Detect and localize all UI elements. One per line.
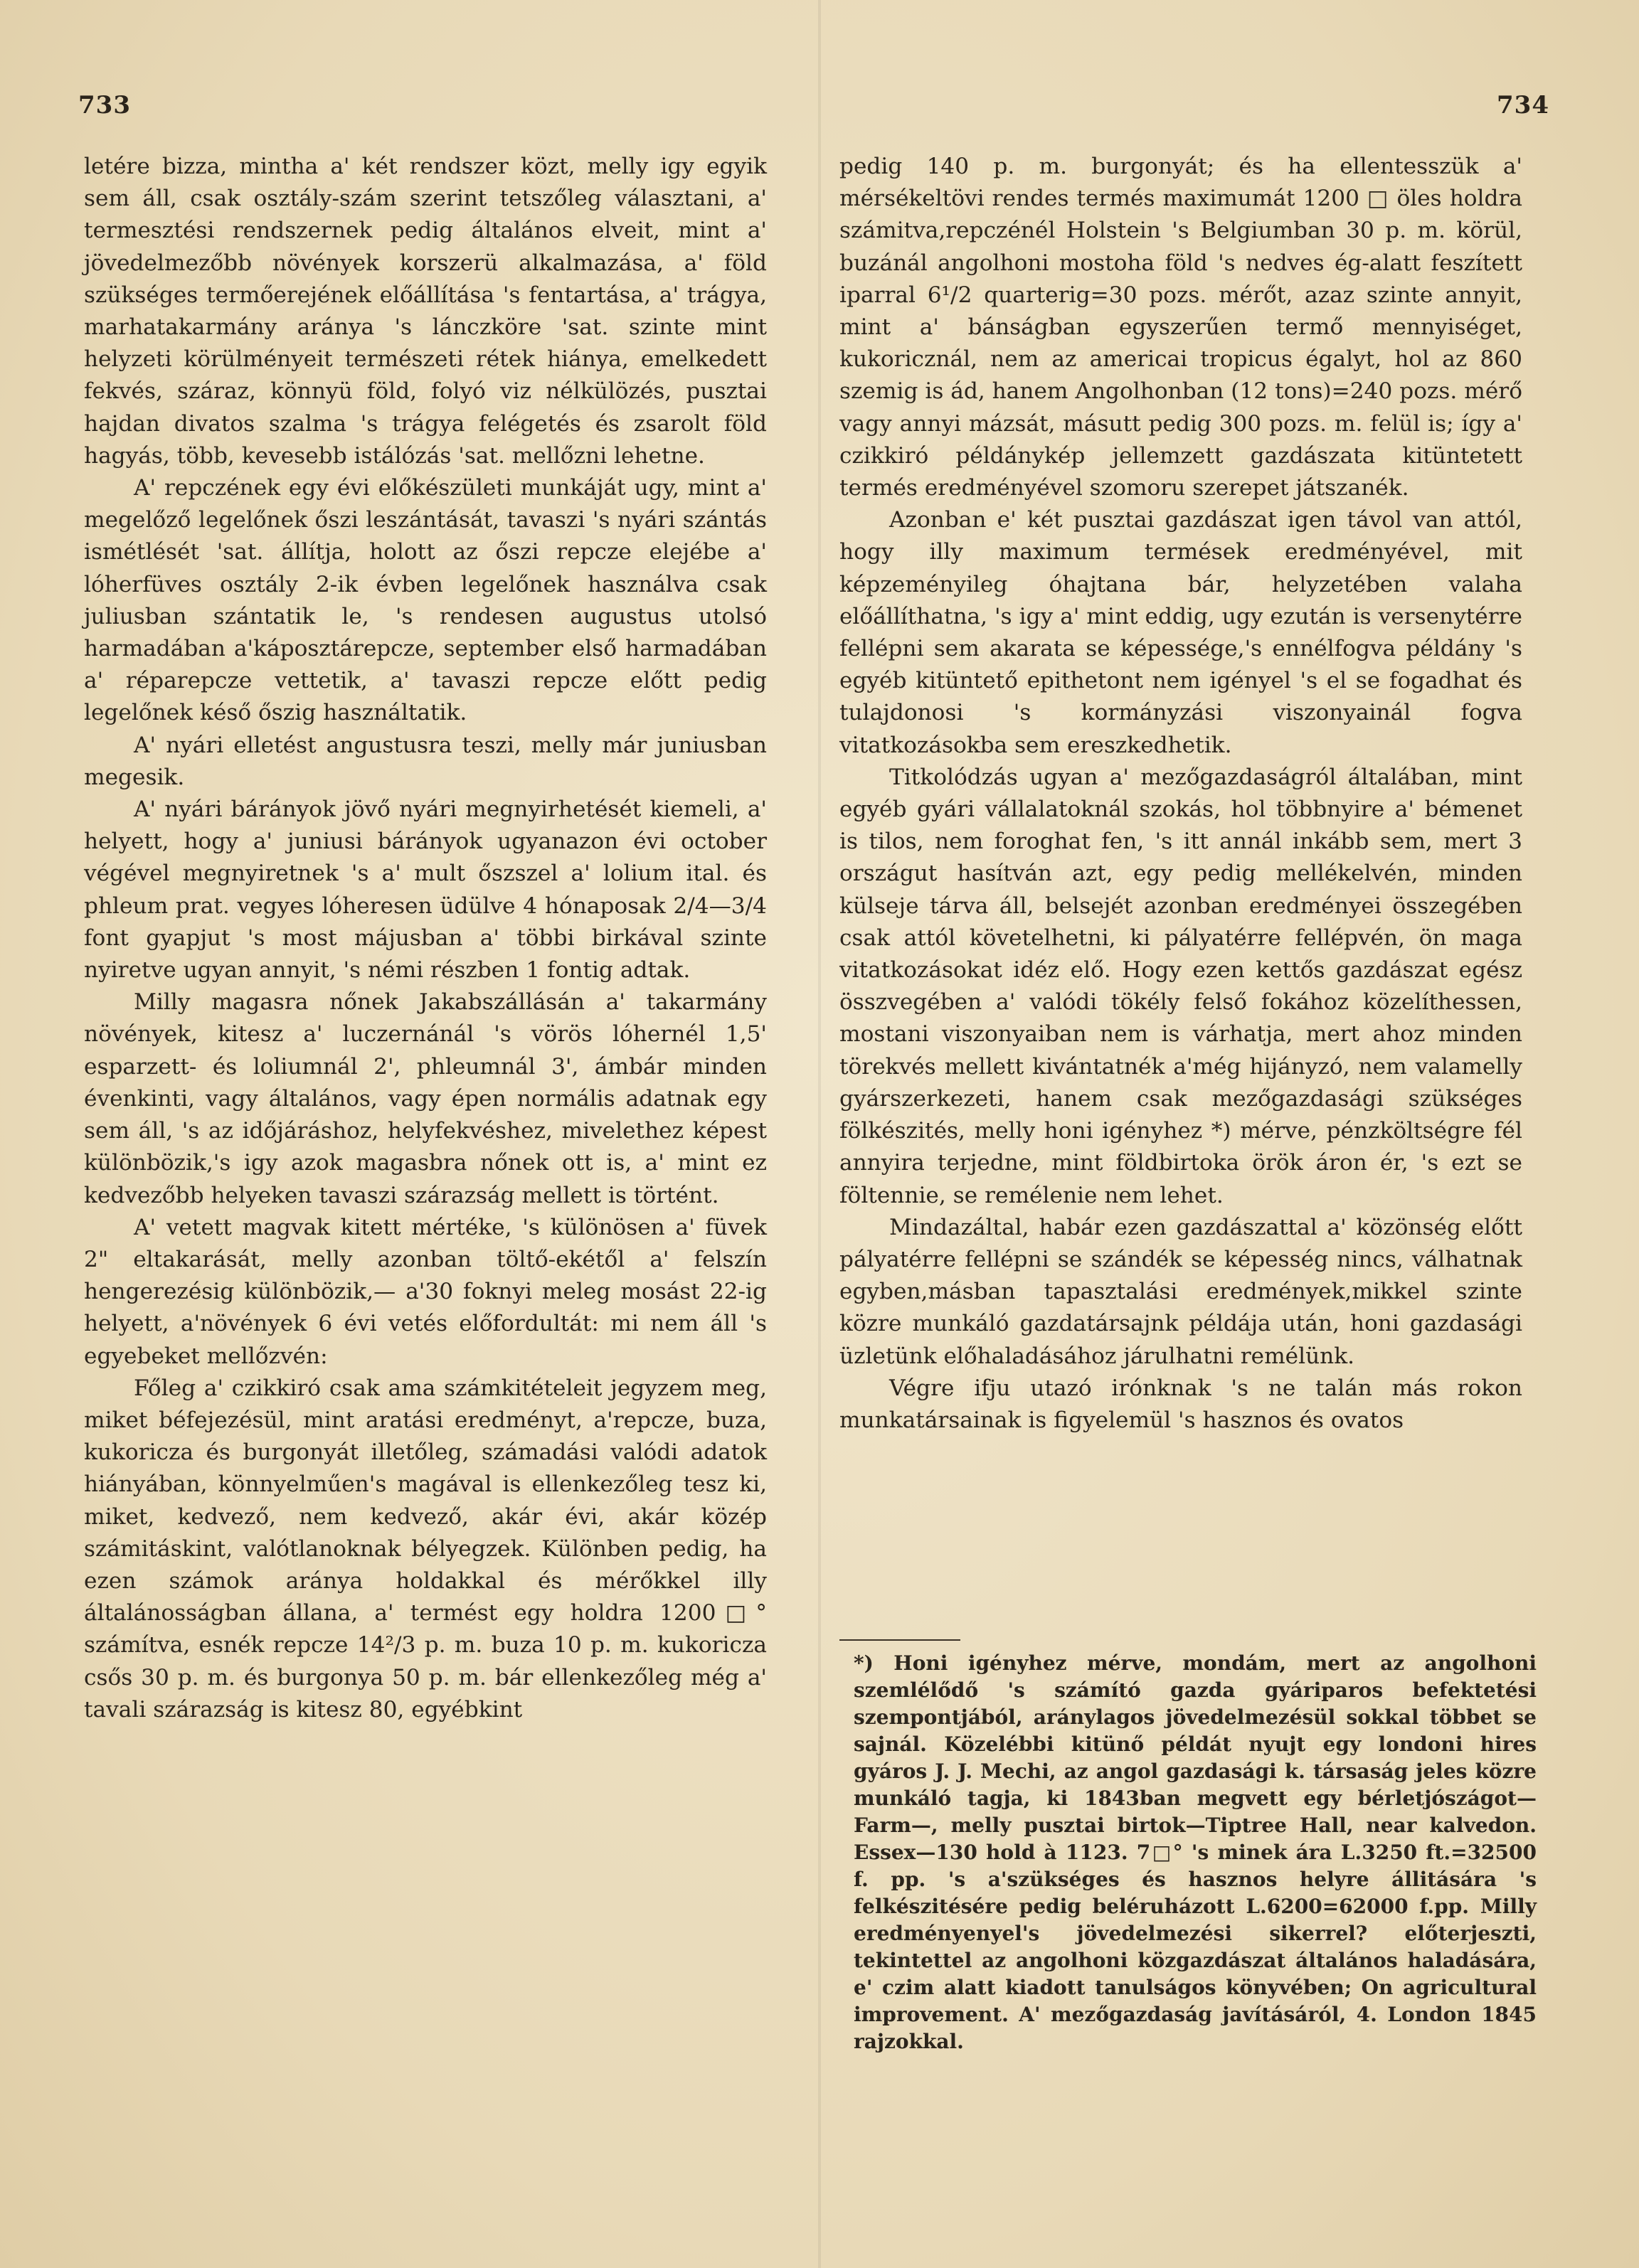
paragraph: A' nyári bárányok jövő nyári megnyirhetését kiemeli, a' helyett, hogy a' juniusi bárányok ugyanazon évi october végével megnyiretnek 's a' mult őszszel a' lolium ital. és phleum prat. vegyes lóheresen üdülve 4 hónaposak 2/4—3/4 font gyapjut 's most májusban a' többi birkával szinte nyiretve ugyan annyit, 's némi részben 1 fontig adtak.	[84, 797, 767, 984]
paragraph: Azonban e' két pusztai gazdászat igen távol van attól, hogy illy maximum termések eredményével, mit képzeményileg óhajtana bár, helyzetében valaha előállíthatna, 's igy a' mint eddig, ugy ezután is versenytérre fellépni sem akarata se képessége,'s ennélfogva példány 's egyéb kitüntető epithetont nem igényel 's el se fogadhat és tulajdonosi 's kormányzási viszonyainál fogva vitatkozásokba sem ereszkedhetik.	[839, 507, 1522, 758]
page-gutter	[818, 0, 821, 2268]
paragraph: Főleg a' czikkiró csak ama számkitételeit jegyzem meg, miket béfejezésül, mint aratási eredményt, a'repcze, buza, kukoricza és burgonyát illetőleg, számadási valódi adatok hiányában, könnyelműen's magával is ellenkezőleg tesz ki, miket, kedvező, nem kedvező, akár évi, akár közép számitáskint, valótlanoknak bélyegzek. Különben pedig, ha ezen számok aránya holdakkal és mérőkkel illy általánosságban állana, a' termést egy holdra 1200□° számítva, esnék repcze 14²/3 p. m. buza 10 p. m. kukoricza csős 30 p. m. és burgonya 50 p. m. bár ellenkezőleg még a' tavali szárazság is kitesz 80, egyébkint	[84, 1375, 767, 1723]
paragraph: A' nyári elletést angustusra teszi, melly már juniusban megesik.	[84, 732, 767, 790]
right-column	[839, 151, 1522, 1437]
paragraph: pedig 140 p. m. burgonyát; és ha ellentesszük a' mérsékeltövi rendes termés maximumát 1200 □ öles holdra számitva,repczénél Holstein 's Belgiumban 30 p. m. körül, buzánál angolhoni mostoha föld 's nedves ég-alatt feszített iparral 6¹/2 quarterig=30 pozs. mérőt, azaz szinte annyit, mint a' bánságban egyszerűen termő mennyiséget, kukoricznál, nem az americai tropicus égalyt, hol az 860 szemig is ád, hanem Angolhonban (12 tons)=240 pozs. mérő vagy annyi mázsát, másutt pedig 300 pozs. m. felül is; így a' czikkiró példánykép jellemzett gazdászata kitüntetett termés eredményével szomoru szerepet játszanék.	[839, 154, 1522, 501]
footnote	[854, 1650, 1537, 2055]
paragraph: Végre ifju utazó irónknak 's ne talán más rokon munkatársainak is figyelemül 's hasznos és ovatos	[839, 1375, 1522, 1433]
footnote-divider	[839, 1639, 960, 1641]
footnote-text: *) Honi igényhez mérve, mondám, mert az angolhoni szemlélődő 's számító gazda gyáriparos befektetési szempontjából, aránylagos jövedelmezésül sokkal többet se sajnál. Közelébbi kitünő példát nyujt egy londoni hires gyáros J. J. Mechi, az angol gazdasági k. társaság jeles közre munkáló tagja, ki 1843ban megvett egy bérletjószágot—Farm—, melly pusztai birtok—Tiptree Hall, near kalvedon. Essex—130 hold à 1123. 7□° 's minek ára L.3250 ft.=32500 f. pp. 's a'szükséges és hasznos helyre állitására 's felkészitésére pedig beléruházott L.6200=62000 f.pp. Milly eredményenyel's jövedelmezési sikerrel? előterjeszti, tekintettel az angolhoni közgazdászat általános haladására, e' czim alatt kiadott tanulságos könyvében; On agricultural improvement. A' mezőgazdaság javításáról, 4. London 1845 rajzokkal.	[854, 1651, 1537, 2053]
left-column	[84, 151, 767, 1726]
paragraph: Mindazáltal, habár ezen gazdászattal a' közönség előtt pályatérre fellépni se szándék se képesség nincs, válhatnak egyben,másban tapasztalási eredmények,mikkel szinte közre munkáló gazdatársajnk példája után, honi gazdasági üzletünk előhaladásához járulhatni remélünk.	[839, 1214, 1522, 1369]
page-number-right: 734	[1497, 91, 1549, 119]
paragraph: Milly magasra nőnek Jakabszállásán a' takarmány növények, kitesz a' luczernánál 's vörös lóhernél 1,5' esparzett- és loliumnál 2', phleumnál 3', ámbár minden évenkinti, vagy általános, vagy épen normális adatnak egy sem áll, 's az időjáráshoz, helyfekvéshez, mivelethez képest különbözik,'s igy azok magasbra nőnek ott is, a' mint ez kedvezőbb helyeken tavaszi szárazság mellett is történt.	[84, 989, 767, 1208]
paragraph: Titkolódzás ugyan a' mezőgazdaságról általában, mint egyéb gyári vállalatoknál szokás, hol többnyire a' bémenet is tilos, nem foroghat fen, 's itt annál inkább sem, mert 3 országut hasítván azt, egy pedig mellékelvén, minden külseje tárva áll, belsejét azonban eredményei összegében csak attól követelhetni, ki pályatérre fellépvén, ön maga vitatkozásokat idéz elő. Hogy ezen kettős gazdászat egész összvegében a' valódi tökély felső fokához közelíthessen, mostani viszonyaiban nem is várhatja, mert ahoz minden törekvés mellett kivántatnék a'még hijányzó, nem valamelly gyárszerkezeti, hanem csak mezőgazdasági szükséges fölkészités, melly honi igényhez *) mérve, pénzköltségre fél annyira terjedne, mint földbirtoka örök áron ér, 's ezt se föltennie, se remélenie nem lehet.	[839, 764, 1522, 1208]
paragraph: A' vetett magvak kitett mértéke, 's különösen a' füvek 2" eltakarását, melly azonban töltő-ekétől a' felszín hengerezésig különbözik,— a'30 foknyi meleg mosást 22-ig helyett, a'növények 6 évi vetés előfordultát: mi nem áll 's egyebeket mellőzvén:	[84, 1214, 767, 1369]
paragraph: A' repczének egy évi előkészületi munkáját ugy, mint a' megelőző legelőnek őszi leszántását, tavaszi 's nyári szántás ismétlését 'sat. állítja, holott az őszi repcze elejébe a' lóherfüves osztály 2-ik évben legelőnek használva csak juliusban szántatik le, 's rendesen augustus utolsó harmadában a'káposztárepcze, september első harmadában a' réparepcze vettetik, a' tavaszi repcze előtt pedig legelőnek késő őszig használtatik.	[84, 475, 767, 726]
page-number-left: 733	[78, 91, 131, 119]
paragraph: letére bizza, mintha a' két rendszer közt, melly igy egyik sem áll, csak osztály-szám szerint tetszőleg választani, a' termesztési rendszernek pedig általános elveit, mint a' jövedelmezőbb növények korszerü alkalmazása, a' föld szükséges termőerejének előállítása 's fentartása, a' trágya, marhatakarmány aránya 's lánczköre 'sat. szinte mint helyzeti körülményeit természeti rétek hiánya, emelkedett fekvés, száraz, könnyü föld, folyó viz nélkülözés, pusztai hajdan divatos szalma 's trágya felégetés és zsarolt föld hagyás, több, kevesebb istálózás 'sat. mellőzni lehetne.	[84, 154, 767, 469]
